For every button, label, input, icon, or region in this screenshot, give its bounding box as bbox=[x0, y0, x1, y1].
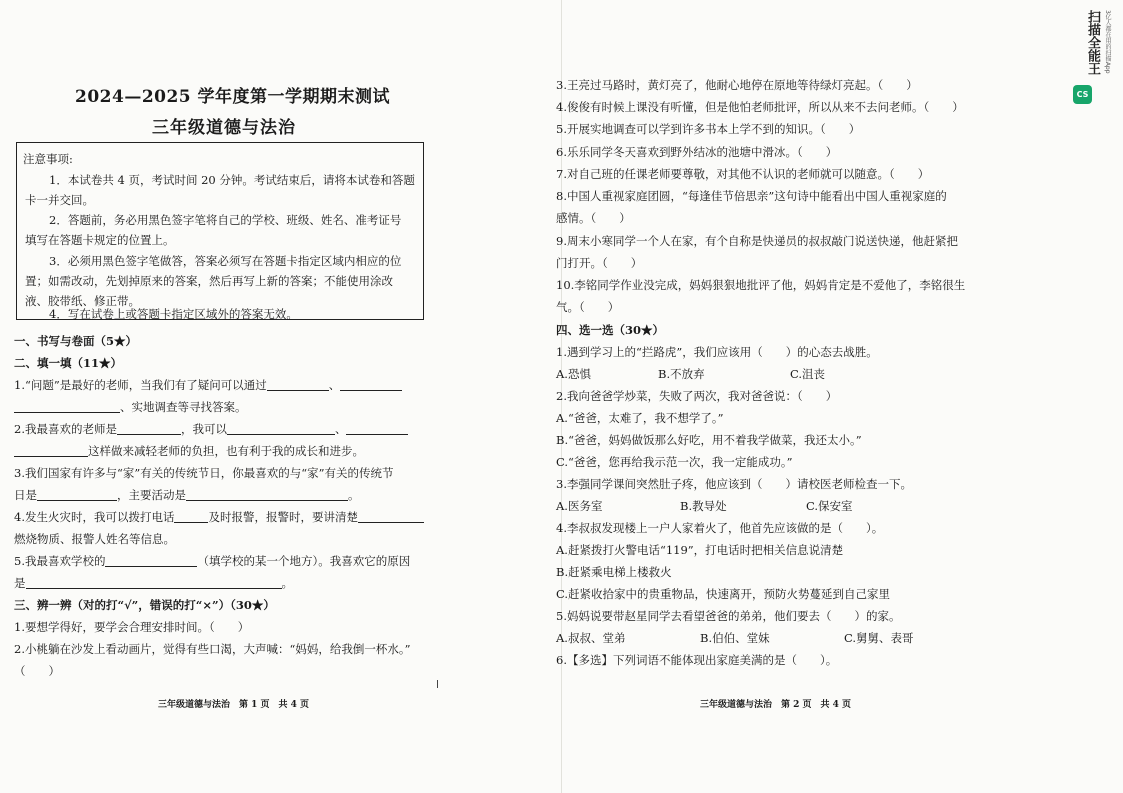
judge-q9: 9.周末小寒同学一个人在家，有个自称是快递员的叔叔敲门说送快递，他赶紧把 bbox=[556, 234, 958, 248]
choice-q3-option-a: A.医务室 bbox=[556, 499, 603, 513]
judge-q7: 7.对自己班的任课老师要尊敬，对其他不认识的老师就可以随意。（ ） bbox=[556, 167, 930, 181]
fill-q4 bbox=[14, 510, 424, 525]
choice-q1-option-a: A.恐惧 bbox=[556, 367, 591, 381]
section-writing: 一、书写与卷面（5★） bbox=[14, 334, 138, 348]
page-footer: 三年级道德与法治 第 1 页 共 4 页 bbox=[158, 700, 310, 710]
choice-q3-option-b: B.教导处 bbox=[680, 499, 727, 513]
exam-title: 2024—2025 学年度第一学期期末测试 bbox=[75, 87, 391, 107]
answer-blank[interactable] bbox=[105, 554, 197, 567]
choice-q2-option-c: C.“爸爸，您再给我示范一次，我一定能成功。” bbox=[556, 455, 793, 469]
answer-blank[interactable] bbox=[14, 400, 120, 413]
judge-q9-cont: 门打开。（ ） bbox=[556, 256, 643, 270]
fill-q3: 3.我们国家有许多与“家”有关的传统节日，你最喜欢的与“家”有关的传统节 bbox=[14, 466, 394, 480]
notice-line: 2．答题前，务必用黑色签字笔将自己的学校、班级、姓名、准考证号 bbox=[49, 213, 402, 227]
judge-q1: 1.要想学得好，要学会合理安排时间。（ ） bbox=[14, 620, 250, 634]
judge-q2: 2.小桃躺在沙发上看动画片，觉得有些口渴，大声喊：“妈妈，给我倒一杯水。” bbox=[14, 642, 411, 656]
fill-q2-text-end: 这样做来减轻老师的负担，也有利于我的成长和进步。 bbox=[88, 444, 364, 458]
answer-blank[interactable] bbox=[358, 510, 424, 523]
choice-q3: 3.李强同学课间突然肚子疼，他应该到（ ）请校医老师检查一下。 bbox=[556, 477, 912, 491]
judge-q6: 6.乐乐同学冬天喜欢到野外结冰的池塘中滑冰。（ ） bbox=[556, 145, 838, 159]
answer-blank[interactable] bbox=[117, 422, 181, 435]
notice-line: 填写在答题卡规定的位置上。 bbox=[25, 233, 175, 247]
choice-q2-option-b: B.“爸爸，妈妈做饭那么好吃，用不着我学做菜，我还太小。” bbox=[556, 433, 862, 447]
judge-q4: 4.俊俊有时候上课没有听懂，但是他怕老师批评，所以从来不去问老师。（ ） bbox=[556, 100, 964, 114]
choice-q1: 1.遇到学习上的“拦路虎”，我们应该用（ ）的心态去战胜。 bbox=[556, 345, 878, 359]
fill-q5 bbox=[14, 554, 410, 569]
fill-q2-text: 2.我最喜欢的老师是 bbox=[14, 422, 117, 436]
choice-q4-option-c: C.赶紧收拾家中的贵重物品，快速离开，预防火势蔓延到自己家里 bbox=[556, 587, 891, 601]
choice-q4-option-a: A.赶紧拨打火警电话“119”，打电话时把相关信息说清楚 bbox=[556, 543, 844, 557]
separator: 、 bbox=[334, 422, 347, 436]
choice-q5-option-a: A.叔叔、堂弟 bbox=[556, 631, 626, 645]
fill-q5-text: 5.我最喜欢学校的 bbox=[14, 554, 106, 568]
choice-q4-option-b: B.赶紧乘电梯上楼救火 bbox=[556, 565, 672, 579]
notice-line: 4．写在试卷上或答题卡指定区域外的答案无效。 bbox=[49, 307, 298, 321]
answer-blank[interactable] bbox=[346, 422, 408, 435]
fill-q1 bbox=[14, 378, 402, 393]
judge-q2-cont: （ ） bbox=[14, 664, 60, 678]
fill-q5-text: 是 bbox=[14, 576, 26, 590]
choice-q2-option-a: A.“爸爸，太难了，我不想学了。” bbox=[556, 411, 724, 425]
choice-q4: 4.李叔叔发现楼上一户人家着火了，他首先应该做的是（ ）。 bbox=[556, 521, 884, 535]
answer-blank[interactable] bbox=[340, 378, 402, 391]
judge-q5: 5.开展实地调查可以学到许多书本上学不到的知识。（ ） bbox=[556, 122, 861, 136]
margin-mark bbox=[437, 680, 438, 688]
judge-q10: 10.李铭同学作业没完成，妈妈狠狠地批评了他，妈妈肯定是不爱他了，李铭很生 bbox=[556, 278, 966, 292]
fill-q3-cont bbox=[14, 488, 360, 503]
punctuation: 。 bbox=[348, 488, 360, 502]
fill-q2-text: ，我可以 bbox=[180, 422, 227, 436]
exam-page-2 bbox=[556, 0, 1123, 793]
judge-q8: 8.中国人重视家庭团圆，“每逢佳节倍思亲”这句诗中能看出中国人重视家庭的 bbox=[556, 189, 947, 203]
section-choice: 四、选一选（30★） bbox=[556, 323, 665, 337]
fill-q4-cont: 燃烧物质、报警人姓名等信息。 bbox=[14, 532, 175, 546]
judge-q8-cont: 感情。（ ） bbox=[556, 211, 631, 225]
notice-line: 1．本试卷共 4 页，考试时间 20 分钟。考试结束后，请将本试卷和答题 bbox=[49, 173, 415, 187]
scanner-brand: 扫描全能王 bbox=[1085, 10, 1100, 75]
fill-q1-text: 1.“问题”是最好的老师，当我们有了疑问可以通过 bbox=[14, 378, 267, 392]
notice-line: 3．必须用黑色签字笔做答，答案必须写在答题卡指定区域内相应的位 bbox=[49, 254, 402, 268]
fill-q2 bbox=[14, 422, 408, 437]
answer-blank[interactable] bbox=[14, 444, 88, 457]
notice-line: 卡一并交回。 bbox=[25, 193, 94, 207]
answer-blank[interactable] bbox=[37, 488, 117, 501]
judge-q3: 3.王亮过马路时，黄灯亮了，他耐心地停在原地等待绿灯亮起。（ ） bbox=[556, 78, 918, 92]
choice-q3-option-c: C.保安室 bbox=[806, 499, 853, 513]
notice-box bbox=[16, 142, 424, 320]
section-judge: 三、辨一辨（对的打“√”，错误的打“×”）（30★） bbox=[14, 598, 275, 612]
punctuation: 。 bbox=[281, 576, 293, 590]
fill-q4-text: 及时报警，报警时，要讲清楚 bbox=[208, 510, 358, 524]
notice-heading: 注意事项: bbox=[23, 152, 73, 166]
answer-blank[interactable] bbox=[174, 510, 208, 523]
fill-q1-text-end: 、实地调查等寻找答案。 bbox=[120, 400, 247, 414]
section-fill: 二、填一填（11★） bbox=[14, 356, 123, 370]
page-footer: 三年级道德与法治 第 2 页 共 4 页 bbox=[700, 700, 852, 710]
exam-page-1 bbox=[0, 0, 561, 793]
fill-q5-cont bbox=[14, 576, 293, 591]
fill-q4-text: 4.发生火灾时，我可以拨打电话 bbox=[14, 510, 175, 524]
choice-q1-option-c: C.沮丧 bbox=[790, 367, 826, 381]
choice-q5: 5.妈妈说要带赵星同学去看望爸爸的弟弟，他们要去（ ）的家。 bbox=[556, 609, 901, 623]
fill-q5-text: （填学校的某一个地方）。我喜欢它的原因 bbox=[197, 554, 411, 568]
notice-line: 置；如需改动，先划掉原来的答案，然后再写上新的答案；不能使用涂改 bbox=[25, 274, 393, 288]
answer-blank[interactable] bbox=[186, 488, 348, 501]
choice-q5-option-c: C.舅舅、表哥 bbox=[844, 631, 914, 645]
choice-q5-option-b: B.伯伯、堂妹 bbox=[700, 631, 770, 645]
separator: 、 bbox=[328, 378, 341, 392]
answer-blank[interactable] bbox=[26, 576, 282, 589]
exam-subtitle: 三年级道德与法治 bbox=[152, 118, 296, 138]
choice-q2: 2.我向爸爸学炒菜，失败了两次，我对爸爸说：（ ） bbox=[556, 389, 838, 403]
judge-q10-cont: 气。（ ） bbox=[556, 300, 620, 314]
fill-q1-cont bbox=[14, 400, 247, 415]
fill-q3-text: 日是 bbox=[14, 488, 37, 502]
choice-q6: 6.【多选】下列词语不能体现出家庭美满的是（ ）。 bbox=[556, 653, 838, 667]
camscanner-logo: CS bbox=[1073, 85, 1092, 104]
notice-line: 液、胶带纸、修正带。 bbox=[25, 294, 140, 308]
choice-q1-option-b: B.不放弃 bbox=[658, 367, 705, 381]
scanner-tagline: 3亿人都在用的扫描App bbox=[1104, 10, 1111, 74]
answer-blank[interactable] bbox=[267, 378, 329, 391]
fill-q3-text: ，主要活动是 bbox=[117, 488, 186, 502]
answer-blank[interactable] bbox=[227, 422, 335, 435]
fill-q2-cont bbox=[14, 444, 364, 459]
